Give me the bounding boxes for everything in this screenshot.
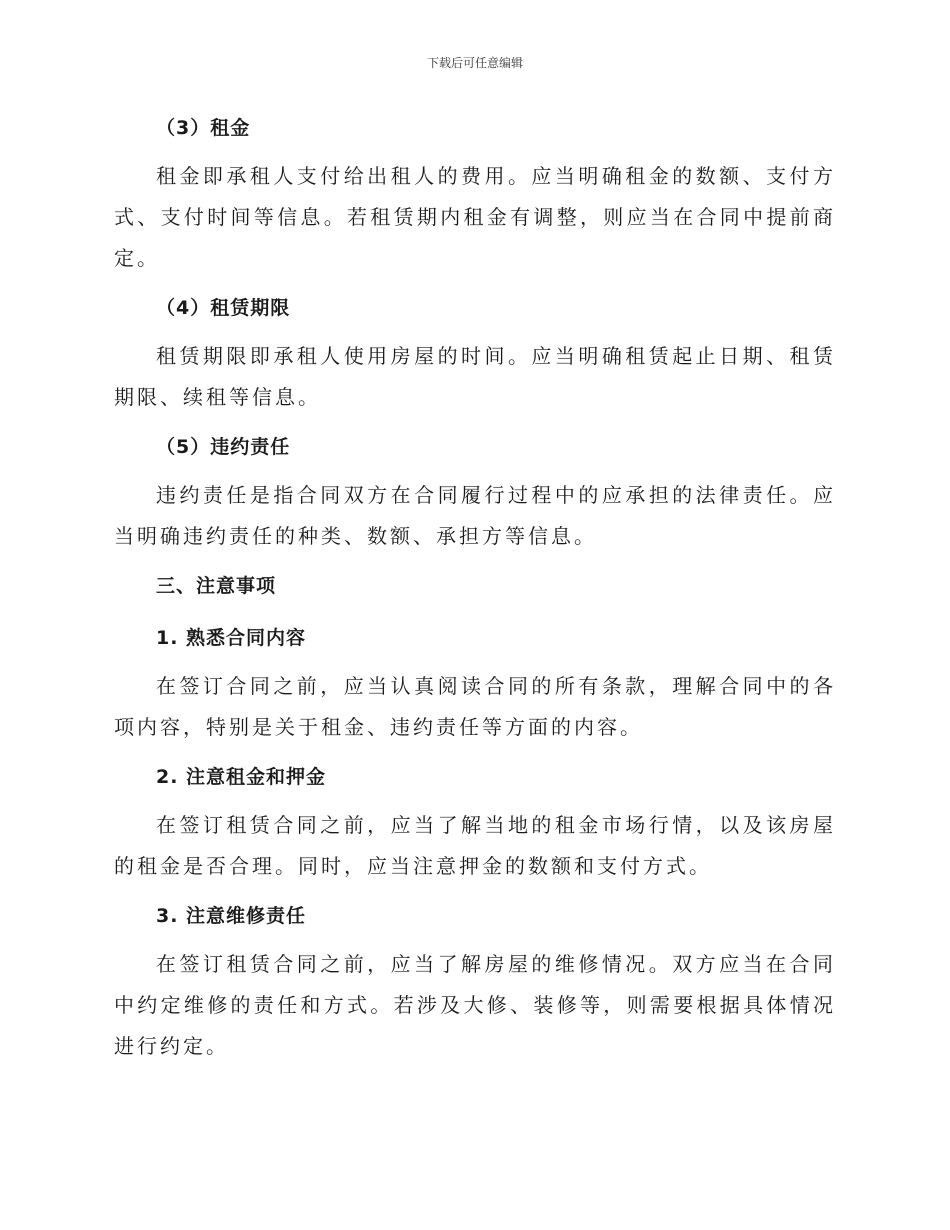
section-heading-lease-term: （4）租赁期限 <box>156 297 291 319</box>
section-heading-repair: 3. 注意维修责任 <box>156 905 307 927</box>
section-heading-liability: （5）违约责任 <box>156 436 291 458</box>
document-body <box>114 108 836 1076</box>
section-heading-rent-deposit: 2. 注意租金和押金 <box>156 766 327 788</box>
section-paragraph-liability: 违约责任是指合同双方在合同履行过程中的应承担的法律责任。应当明确违约责任的种类、数额、承担方等信息。 <box>114 483 836 548</box>
section-paragraph-rent: 租金即承租人支付给出租人的费用。应当明确租金的数额、支付方式、支付时间等信息。若租赁期内租金有调整，则应当在合同中提前商定。 <box>114 164 836 270</box>
section-paragraph-lease-term: 租赁期限即承租人使用房屋的时间。应当明确租赁起止日期、租赁期限、续租等信息。 <box>114 344 836 409</box>
section-heading-notes: 三、注意事项 <box>156 575 277 597</box>
section-heading-contract-content: 1. 熟悉合同内容 <box>156 627 307 649</box>
section-heading-rent: （3）租金 <box>156 117 251 139</box>
section-paragraph-rent-deposit: 在签订租赁合同之前，应当了解当地的租金市场行情，以及该房屋的租金是否合理。同时，应当注意押金的数额和支付方式。 <box>114 813 836 878</box>
page-header: 下载后可任意编辑 <box>426 56 523 70</box>
section-paragraph-contract-content: 在签订合同之前，应当认真阅读合同的所有条款，理解合同中的各项内容，特别是关于租金、违约责任等方面的内容。 <box>114 674 836 739</box>
section-paragraph-repair: 在签订租赁合同之前，应当了解房屋的维修情况。双方应当在合同中约定维修的责任和方式。若涉及大修、装修等，则需要根据具体情况进行约定。 <box>114 952 836 1058</box>
